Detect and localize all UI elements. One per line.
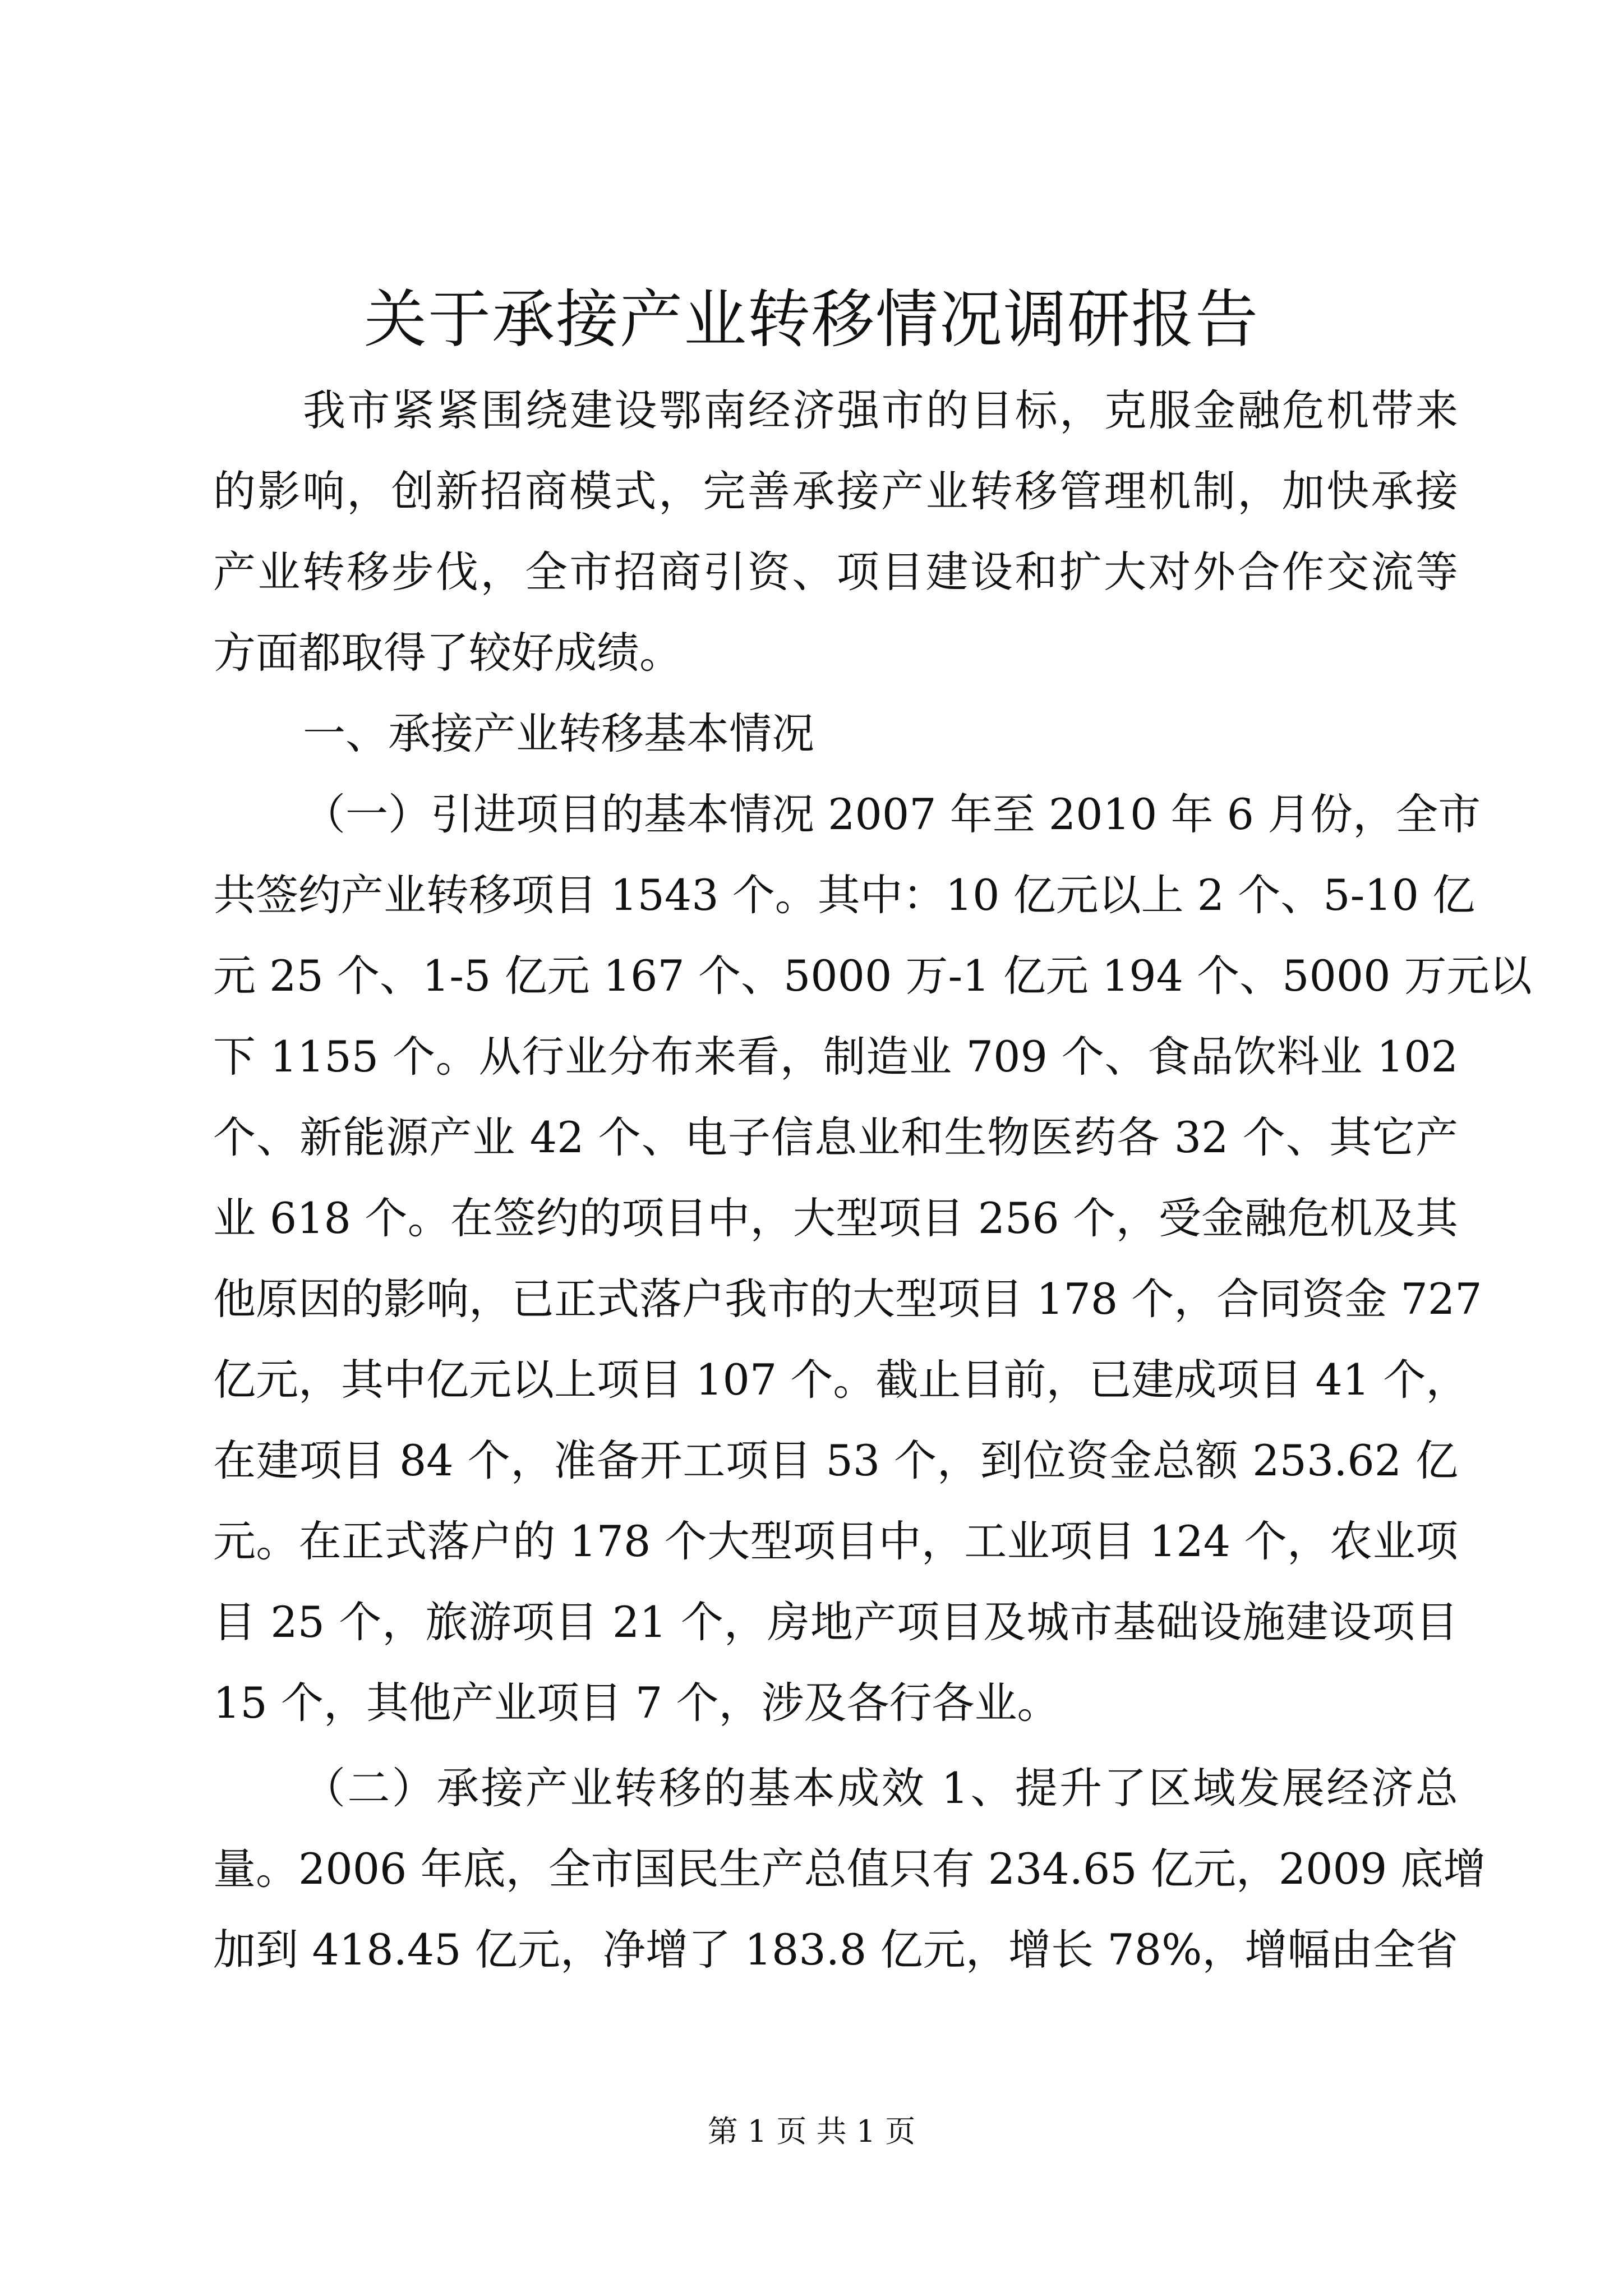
body-line: 元。在正式落户的 178 个大型项目中，工业项目 124 个，农业项 [213,1516,1458,1566]
body-line: 下 1155 个。从行业分布来看，制造业 709 个、食品饮料业 102 [213,1032,1458,1082]
document-body [213,370,1532,1990]
body-line: 元 25 个、1-5 亿元 167 个、5000 万-1 亿元 194 个、5000 万元以 [213,951,1532,1001]
body-line: 在建项目 84 个，准备开工项目 53 个，到位资金总额 253.62 亿 [213,1435,1458,1485]
document-title: 关于承接产业转移情况调研报告 [364,283,1259,356]
body-line: 量。2006 年底，全市国民生产总值只有 234.65 亿元，2009 底增 [213,1844,1486,1894]
body-line: （二）承接产业转移的基本成效 1、提升了区域发展经济总 [303,1763,1458,1813]
body-line: 业 618 个。在签约的项目中，大型项目 256 个，受金融危机及其 [213,1193,1458,1243]
body-line: 加到 418.45 亿元，净增了 183.8 亿元，增长 78%，增幅由全省 [213,1925,1458,1975]
body-line: （一）引进项目的基本情况 2007 年至 2010 年 6 月份，全市 [303,789,1481,839]
section-heading: 一、承接产业转移基本情况 [303,708,814,758]
body-line: 共签约产业转移项目 1543 个。其中：10 亿元以上 2 个、5-10 亿 [213,870,1476,920]
body-line: 产业转移步伐，全市招商引资、项目建设和扩大对外合作交流等 [213,547,1458,597]
body-line: 个、新能源产业 42 个、电子信息业和生物医药各 32 个、其它产 [213,1112,1458,1162]
body-line: 方面都取得了较好成绩。 [213,628,682,678]
body-line: 的影响，创新招商模式，完善承接产业转移管理机制，加快承接 [213,466,1458,516]
body-line: 15 个，其他产业项目 7 个，涉及各行各业。 [213,1678,1060,1728]
body-line: 亿元，其中亿元以上项目 107 个。截止目前，已建成项目 41 个， [213,1355,1469,1405]
body-line: 他原因的影响，已正式落户我市的大型项目 178 个，合同资金 727 [213,1274,1482,1324]
body-line: 目 25 个，旅游项目 21 个，房地产项目及城市基础设施建设项目 [213,1597,1458,1647]
body-line: 我市紧紧围绕建设鄂南经济强市的目标，克服金融危机带来 [303,385,1458,435]
page-number-footer: 第 1 页 共 1 页 [707,2114,916,2149]
